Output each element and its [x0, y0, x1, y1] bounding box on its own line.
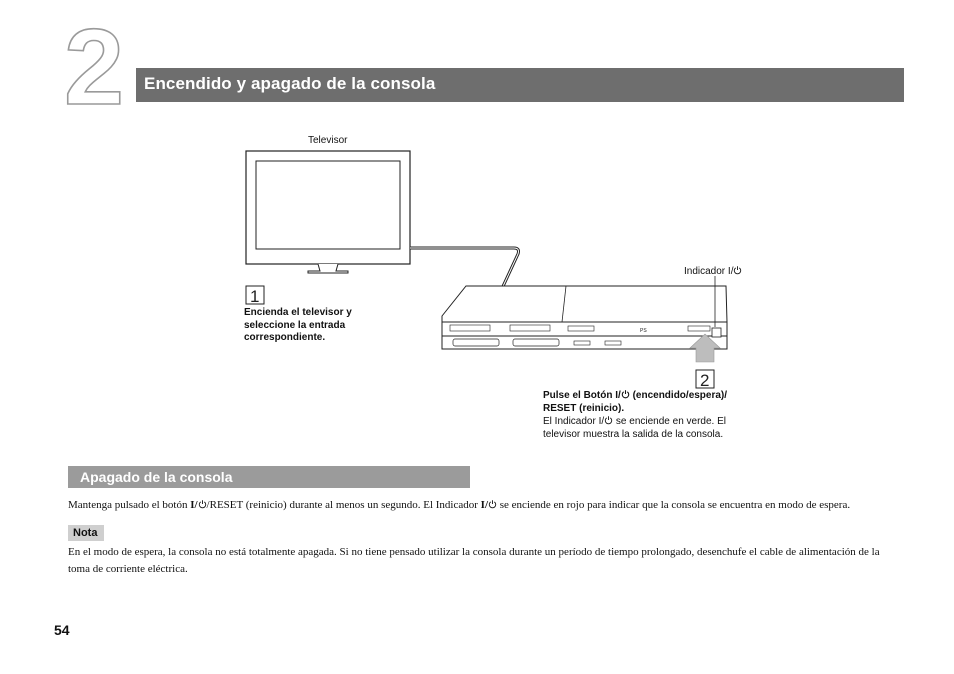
step2-line4: televisor muestra la salida de la consola.: [543, 428, 724, 440]
television-icon: [246, 151, 410, 273]
console-icon: [442, 286, 727, 349]
step2-line3b: se enciende en verde. El: [613, 416, 727, 427]
step2-line1: Pulse el Botón I/: [543, 390, 621, 401]
svg-text:PS: PS: [640, 328, 647, 334]
power-icon: [621, 389, 630, 399]
power-button: [712, 328, 721, 337]
power-off-paragraph: [68, 497, 928, 514]
chapter-title: Encendido y apagado de la consola: [144, 74, 436, 93]
indicator-label: [684, 265, 742, 279]
power-icon: [488, 499, 497, 509]
step2-line3: El Indicador I/: [543, 416, 605, 427]
note-label: Nota: [73, 526, 98, 539]
power-icon: [198, 499, 207, 509]
svg-text:2: 2: [700, 371, 710, 390]
para1-c: /RESET (reinicio) durante al menos un segundo. El Indicador: [206, 499, 481, 511]
note-paragraph: En el modo de espera, la consola no está totalmente apagada. Si no tiene pensado utilizar la consola durante un período de tiempo prolongado, desenchufe el cable de alimentación de la toma de corriente eléctrica.: [68, 546, 880, 575]
step2-line2: RESET (reinicio).: [543, 402, 625, 414]
tv-label: Televisor: [308, 135, 348, 146]
power-icon: [604, 415, 613, 425]
chapter-title-bar: [136, 68, 904, 102]
power-icon: [733, 265, 742, 275]
indicator-label-text: Indicador I/: [684, 266, 734, 277]
step2-line1b: (encendido/espera)/: [629, 390, 728, 401]
step1-instruction: Encienda el televisor y seleccione la entrada correspondiente.: [244, 307, 352, 343]
chapter-number-glyph: 2: [64, 18, 125, 108]
para1-a: Mantenga pulsado el botón: [68, 499, 191, 511]
para1-d: I/: [480, 499, 489, 511]
section-title: Apagado de la consola: [80, 469, 233, 485]
svg-text:1: 1: [250, 287, 260, 306]
note-label-bar: [68, 525, 104, 541]
step2-instruction: [543, 389, 763, 441]
chapter-number: [62, 18, 134, 108]
step2-marker: [696, 370, 714, 390]
page-number: 54: [54, 622, 70, 638]
para1-e: se enciende en rojo para indicar que la consola se encuentra en modo de espera.: [497, 499, 851, 511]
step1-marker: [246, 286, 264, 306]
section-title-bar: [68, 466, 470, 488]
para1-b: I/: [190, 499, 198, 511]
